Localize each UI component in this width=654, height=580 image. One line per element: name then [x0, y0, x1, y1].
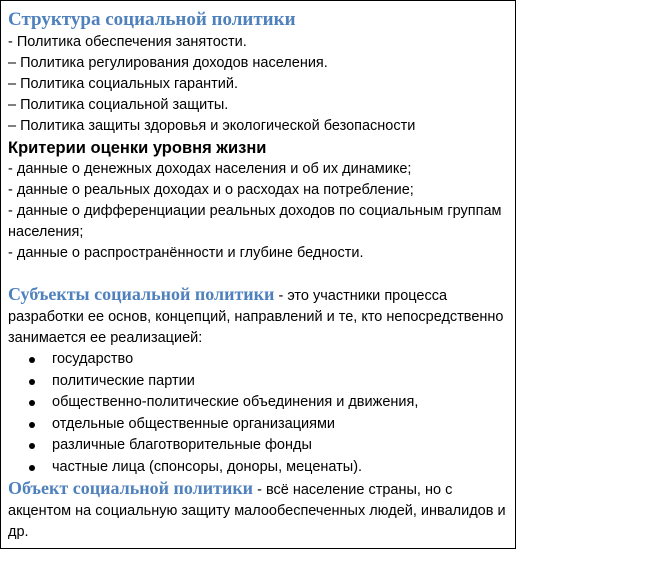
list-item: [28, 435, 507, 457]
list-item: [28, 392, 507, 414]
structure-item: – Политика регулирования доходов населения.: [8, 55, 328, 71]
structure-item: - Политика обеспечения занятости.: [8, 34, 247, 50]
subjects-paragraph: [8, 284, 507, 349]
subjects-text: - это участники процесса разработки ее основ, концепций, направлений и те, кто непосредственно занимается ее реализацией:: [8, 288, 504, 346]
bullet-icon: [29, 443, 35, 449]
criteria-item: - данные о реальных доходах и о расходах на потребление;: [8, 182, 414, 198]
list-item: [28, 371, 507, 393]
list-item-label: различные благотворительные фонды: [52, 437, 312, 453]
list-item-label: частные лица (спонсоры, доноры, меценаты).: [52, 458, 363, 475]
object-title: Объект социальной политики: [8, 478, 254, 498]
structure-item: – Политика социальной защиты.: [8, 97, 229, 113]
list-item-label: общественно-политические объединения и движения,: [52, 394, 419, 410]
criteria-item: - данные о дифференциации реальных доходов по социальным группам населения;: [8, 203, 502, 240]
object-text: - всё население страны, но с акцентом на социальную защиту малообеспеченных людей, инвалидов и др.: [8, 482, 506, 540]
bullet-icon: [29, 465, 35, 471]
bullet-icon: [29, 400, 35, 406]
structure-item: – Политика защиты здоровья и экологической безопасности: [8, 118, 416, 134]
list-item-label: государство: [52, 351, 134, 367]
criteria-title: Критерии оценки уровня жизни: [8, 139, 267, 157]
structure-title: Структура социальной политики: [8, 9, 296, 30]
structure-item: – Политика социальных гарантий.: [8, 76, 239, 92]
criteria-item: - данные о распространённости и глубине бедности.: [8, 245, 364, 261]
object-paragraph: [8, 478, 507, 543]
bullet-icon: [29, 357, 35, 363]
section-spacer: [8, 264, 507, 284]
subjects-title: Субъекты социальной политики: [8, 284, 275, 304]
list-item: [28, 414, 507, 436]
bullet-icon: [29, 422, 35, 428]
subjects-list: [8, 349, 507, 478]
list-item-label: отдельные общественные организациями: [52, 415, 336, 432]
list-item-label: политические партии: [52, 372, 195, 389]
bullet-icon: [29, 379, 35, 385]
list-item: [28, 457, 507, 479]
criteria-item: - данные о денежных доходах населения и об их динамике;: [8, 161, 412, 177]
list-item: [28, 349, 507, 371]
